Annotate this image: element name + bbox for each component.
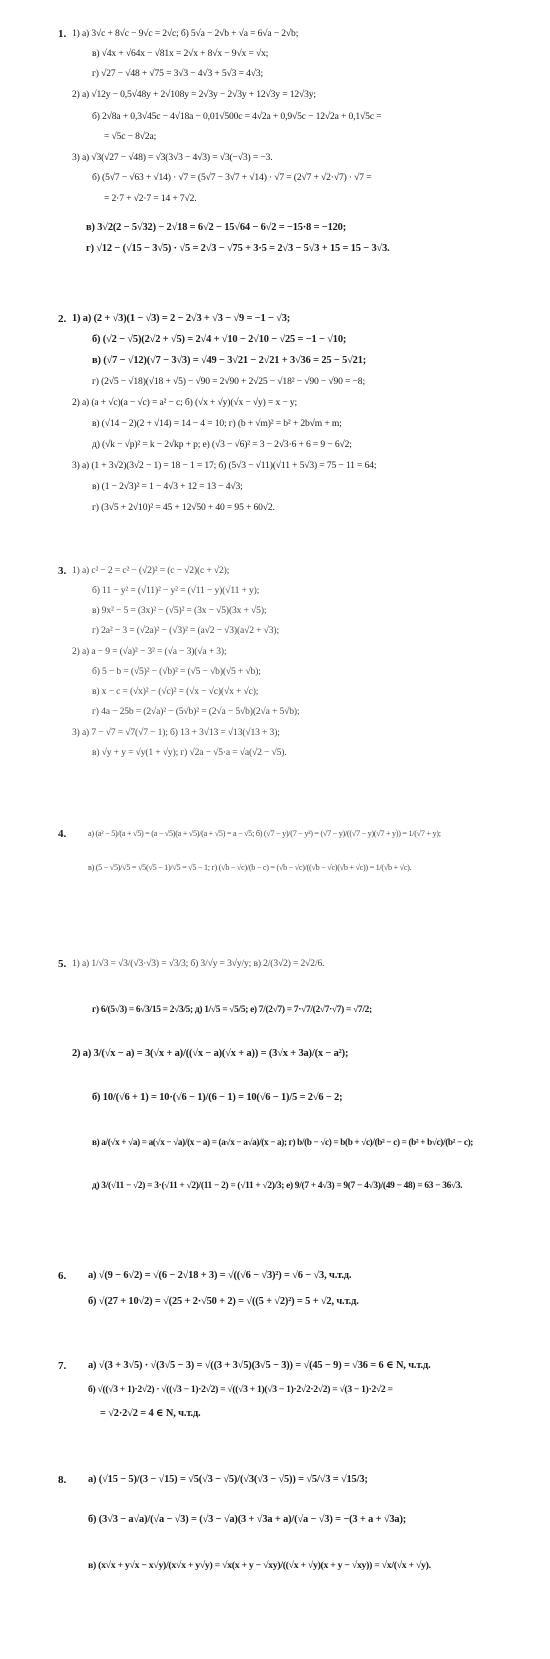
solution-line: в) (√7 − √12)(√7 − 3√3) = √49 − 3√21 − 2√21 + 3√36 = 25 − 5√21;	[92, 355, 367, 366]
solution-line: г) √12 − (√15 − 3√5) · √5 = 2√3 − √75 + 3·5 = 2√3 − 5√3 + 15 = 15 − 3√3.	[86, 243, 390, 254]
solution-line: г) 2a² − 3 = (√2a)² − (√3)² = (a√2 − √3)(a√2 + √3);	[92, 625, 279, 636]
solution-line: в) (1 − 2√3)² = 1 − 4√3 + 12 = 13 − 4√3;	[92, 481, 243, 492]
problem-number: 2.	[58, 313, 67, 325]
solution-line: г) √27 − √48 + √75 = 3√3 − 4√3 + 5√3 = 4√3;	[92, 68, 264, 79]
solution-line: в) (x√x + y√x − x√y)/(x√x + y√y) = √x(x + y − √xy)/((√x + √y)(x + y − √xy)) = √x/(√x + √y).	[88, 1560, 431, 1571]
problem-number: 5.	[58, 958, 67, 970]
solution-line: 3) а) √3(√27 − √48) = √3(3√3 − 4√3) = √3(−√3) = −3.	[72, 152, 273, 163]
problem-number: 3.	[58, 565, 67, 577]
solution-line: 2) а) √12y − 0,5√48y + 2√108y = 2√3y − 2√3y + 12√3y = 12√3y;	[72, 89, 316, 100]
solution-line: г) (3√5 + 2√10)² = 45 + 12√50 + 40 = 95 + 60√2.	[92, 502, 275, 513]
solution-line: 3) а) 7 − √7 = √7(√7 − 1); б) 13 + 3√13 = √13(√13 + 3);	[72, 727, 280, 738]
solution-line: г) 6/(5√3) = 6√3/15 = 2√3/5; д) 1/√5 = √5/5; е) 7/(2√7) = 7·√7/(2√7·√7) = √7/2;	[92, 1005, 372, 1015]
solution-line: в) 9x² − 5 = (3x)² − (√5)² = (3x − √5)(3x + √5);	[92, 605, 267, 616]
solution-line: а) √(3 + 3√5) · √(3√5 − 3) = √((3 + 3√5)(3√5 − 3)) = √(45 − 9) = √36 = 6 ∈ N, ч.т.д.	[88, 1360, 431, 1371]
solution-line: = 2·7 + √2·7 = 14 + 7√2.	[104, 193, 197, 204]
solution-line: д) (√k − √p)² = k − 2√kp + p; е) (√3 − √6)² = 3 − 2√3·6 + 6 = 9 − 6√2;	[92, 439, 352, 450]
solution-line: а) (√15 − 5)/(3 − √15) = √5(√3 − √5)/(√3(√3 − √5)) = √5/√3 = √15/3;	[88, 1474, 368, 1485]
solution-line: в) √y + y = √y(1 + √y); г) √2a − √5·a = √a(√2 − √5).	[92, 747, 287, 758]
solution-line: б) 2√8a + 0,3√45c − 4√18a − 0,01√500c = 4√2a + 0,9√5c − 12√2a + 0,1√5c =	[92, 111, 382, 122]
solution-line: б) √(27 + 10√2) = √(25 + 2·√50 + 2) = √((5 + √2)²) = 5 + √2, ч.т.д.	[88, 1296, 359, 1307]
solution-line: 1) а) (2 + √3)(1 − √3) = 2 − 2√3 + √3 − √9 = −1 − √3;	[72, 313, 291, 324]
problem-number: 6.	[58, 1270, 67, 1282]
solution-line: в) (5 − √5)/√5 = √5(√5 − 1)/√5 = √5 − 1; г) (√b − √c)/(b − c) = (√b − √c)/((√b − √c)(√b + √c)) = 1/(√b + √c).	[88, 863, 412, 872]
solution-line: в) a/(√x + √a) = a(√x − √a)/(x − a) = (a√x − a√a)/(x − a); г) b/(b − √c) = b(b + √c)/(b² − c) = (b² + b√c)/(b² − c);	[92, 1137, 473, 1147]
solution-line: 1) а) 3√c + 8√c − 9√c = 2√c; б) 5√a − 2√b + √a = 6√a − 2√b;	[72, 28, 299, 39]
solution-line: б) 10/(√6 + 1) = 10·(√6 − 1)/(6 − 1) = 10(√6 − 1)/5 = 2√6 − 2;	[92, 1092, 343, 1103]
solution-line: б) 11 − y² = (√11)² − y² = (√11 − y)(√11 + y);	[92, 585, 260, 596]
solution-line: а) (a² − 5)/(a + √5) = (a − √5)(a + √5)/(a + √5) = a − √5; б) (√7 − y)/(7 − y²) = (√7 − y)/((√7 − y)(√7 + y)) = 1/(√7 + y);	[88, 829, 441, 838]
solution-line: в) x − c = (√x)² − (√c)² = (√x − √c)(√x + √c);	[92, 686, 259, 697]
solution-line: 3) а) (1 + 3√2)(3√2 − 1) = 18 − 1 = 17; б) (5√3 − √11)(√11 + 5√3) = 75 − 11 = 64;	[72, 460, 377, 471]
problem-number: 8.	[58, 1474, 67, 1486]
solution-line: в) 3√2(2 − 5√32) − 2√18 = 6√2 − 15√64 − 6√2 = −15·8 = −120;	[86, 222, 347, 233]
problem-number: 1.	[58, 28, 67, 40]
solution-line: 2) а) 3/(√x − a) = 3(√x + a)/((√x − a)(√x + a)) = (3√x + 3a)/(x − a²);	[72, 1048, 349, 1059]
solution-line: б) (√2 − √5)(2√2 + √5) = 2√4 + √10 − 2√10 − √25 = −1 − √10;	[92, 334, 347, 345]
solution-line: б) (5√7 − √63 + √14) · √7 = (5√7 − 3√7 + √14) · √7 = (2√7 + √2·√7) · √7 =	[92, 172, 372, 183]
solution-line: = √2·2√2 = 4 ∈ N, ч.т.д.	[100, 1408, 201, 1419]
solution-line: а) √(9 − 6√2) = √(6 − 2√18 + 3) = √((√6 − √3)²) = √6 − √3, ч.т.д.	[88, 1270, 352, 1281]
solution-line: = √5c − 8√2a;	[104, 131, 157, 142]
solution-line: 2) а) (a + √c)(a − √c) = a² − c; б) (√x + √y)(√x − √y) = x − y;	[72, 397, 298, 408]
problem-number: 7.	[58, 1360, 67, 1372]
solution-line: г) 4a − 25b = (2√a)² − (5√b)² = (2√a − 5√b)(2√a + 5√b);	[92, 706, 300, 717]
solution-line: 2) а) a − 9 = (√a)² − 3² = (√a − 3)(√a + 3);	[72, 646, 227, 657]
solution-line: в) (√14 − 2)(2 + √14) = 14 − 4 = 10; г) (b + √m)² = b² + 2b√m + m;	[92, 418, 342, 429]
solution-line: в) √4x + √64x − √81x = 2√x + 8√x − 9√x = √x;	[92, 48, 269, 59]
solution-line: д) 3/(√11 − √2) = 3·(√11 + √2)/(11 − 2) = (√11 + √2)/3; е) 9/(7 + 4√3) = 9(7 − 4√3)/(49 − 48) = 63 − 36√3.	[92, 1181, 463, 1191]
solution-line: г) (2√5 − √18)(√18 + √5) − √90 = 2√90 + 2√25 − √18² − √90 − √90 = −8;	[92, 376, 365, 387]
solution-line: б) (3√3 − a√a)/(√a − √3) = (√3 − √a)(3 + √3a + a)/(√a − √3) = −(3 + a + √3a);	[88, 1514, 407, 1525]
solution-line: б) √((√3 + 1)·2√2) · √((√3 − 1)·2√2) = √((√3 + 1)(√3 − 1)·2√2·2√2) = √(3 − 1)·2√2 =	[88, 1384, 393, 1395]
solution-line: 1) а) 1/√3 = √3/(√3·√3) = √3/3; б) 3/√y = 3√y/y; в) 2/(3√2) = 2√2/6.	[72, 958, 325, 969]
solution-line: б) 5 − b = (√5)² − (√b)² = (√5 − √b)(√5 + √b);	[92, 666, 261, 677]
problem-number: 4.	[58, 828, 67, 840]
solution-line: 1) а) c² − 2 = c² − (√2)² = (c − √2)(c + √2);	[72, 565, 230, 576]
